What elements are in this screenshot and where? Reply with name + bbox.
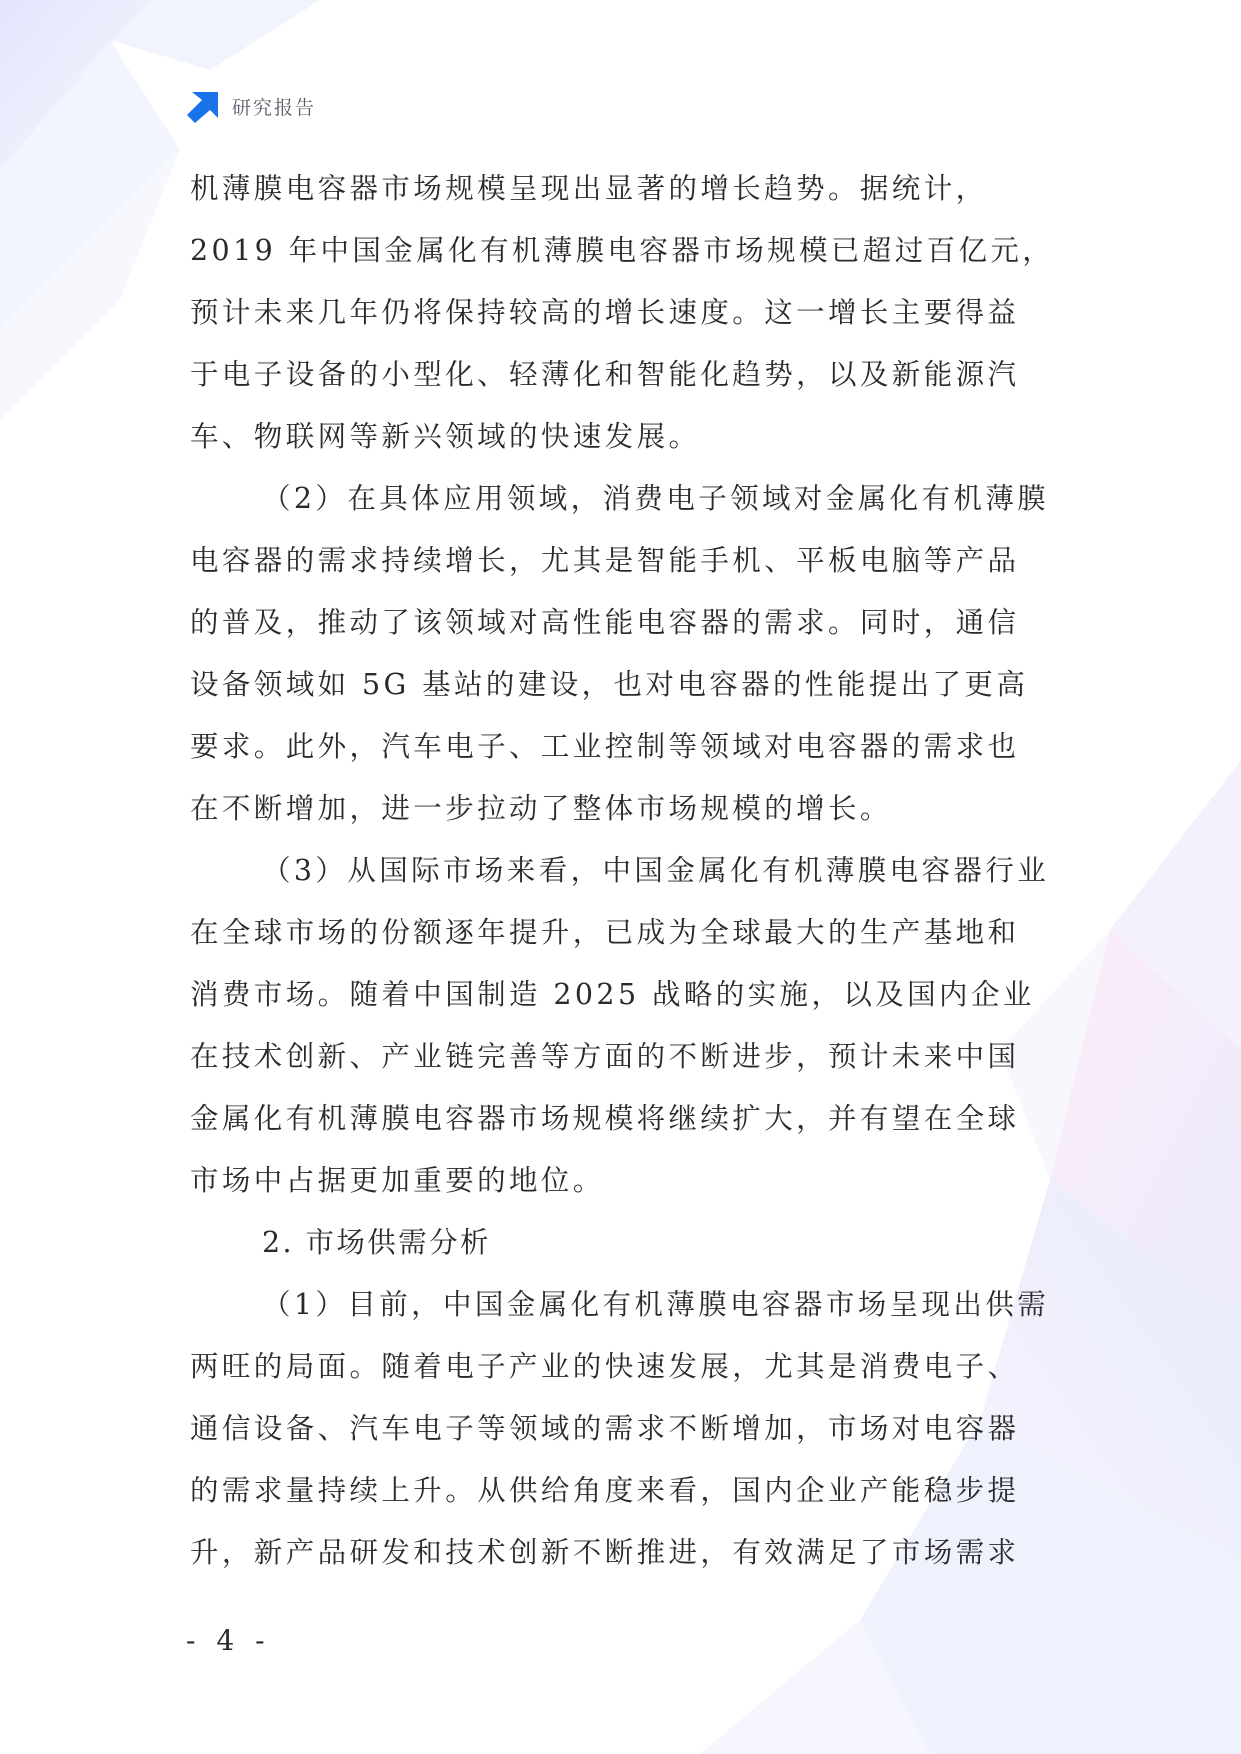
arrow-up-right-icon — [186, 88, 222, 124]
body-line: 的需求量持续上升。从供给角度来看，国内企业产能稳步提 — [190, 1474, 1020, 1507]
body-line: 市场中占据更加重要的地位。 — [190, 1164, 605, 1197]
body-line: 在技术创新、产业链完善等方面的不断进步，预计未来中国 — [190, 1040, 1020, 1073]
body-line: 电容器的需求持续增长，尤其是智能手机、平板电脑等产品 — [190, 544, 1020, 577]
body-line: 的普及，推动了该领域对高性能电容器的需求。同时，通信 — [190, 606, 1020, 639]
body-line: 消费市场。随着中国制造 2025 战略的实施，以及国内企业 — [190, 978, 1035, 1011]
body-line: 于电子设备的小型化、轻薄化和智能化趋势，以及新能源汽 — [190, 358, 1020, 391]
report-header — [186, 88, 316, 124]
body-line: 金属化有机薄膜电容器市场规模将继续扩大，并有望在全球 — [190, 1102, 1020, 1135]
body-line: 要求。此外，汽车电子、工业控制等领域对电容器的需求也 — [190, 730, 1020, 763]
paragraph-start-line: （3）从国际市场来看，中国金属化有机薄膜电容器行业 — [262, 854, 1050, 887]
section-heading: 2. 市场供需分析 — [262, 1226, 491, 1259]
body-line: 预计未来几年仍将保持较高的增长速度。这一增长主要得益 — [190, 296, 1020, 329]
body-line: 两旺的局面。随着电子产业的快速发展，尤其是消费电子、 — [190, 1350, 1020, 1383]
paragraph-start-line: （1）目前，中国金属化有机薄膜电容器市场呈现出供需 — [262, 1288, 1050, 1321]
body-line: 升，新产品研发和技术创新不断推进，有效满足了市场需求 — [190, 1536, 1020, 1569]
header-title: 研究报告 — [232, 96, 317, 119]
body-line: 2019 年中国金属化有机薄膜电容器市场规模已超过百亿元， — [190, 234, 1055, 267]
body-line: 在全球市场的份额逐年提升，已成为全球最大的生产基地和 — [190, 916, 1020, 949]
body-line: 车、物联网等新兴领域的快速发展。 — [190, 420, 701, 453]
paragraph-start-line: （2）在具体应用领域，消费电子领域对金属化有机薄膜 — [262, 482, 1050, 515]
page-number: - 4 - — [186, 1624, 271, 1657]
report-body — [190, 158, 1070, 1584]
body-line: 设备领域如 5G 基站的建设，也对电容器的性能提出了更高 — [190, 668, 1029, 701]
body-line: 通信设备、汽车电子等领域的需求不断增加，市场对电容器 — [190, 1412, 1020, 1445]
body-line: 在不断增加，进一步拉动了整体市场规模的增长。 — [190, 792, 892, 825]
body-line: 机薄膜电容器市场规模呈现出显著的增长趋势。据统计， — [190, 172, 988, 205]
